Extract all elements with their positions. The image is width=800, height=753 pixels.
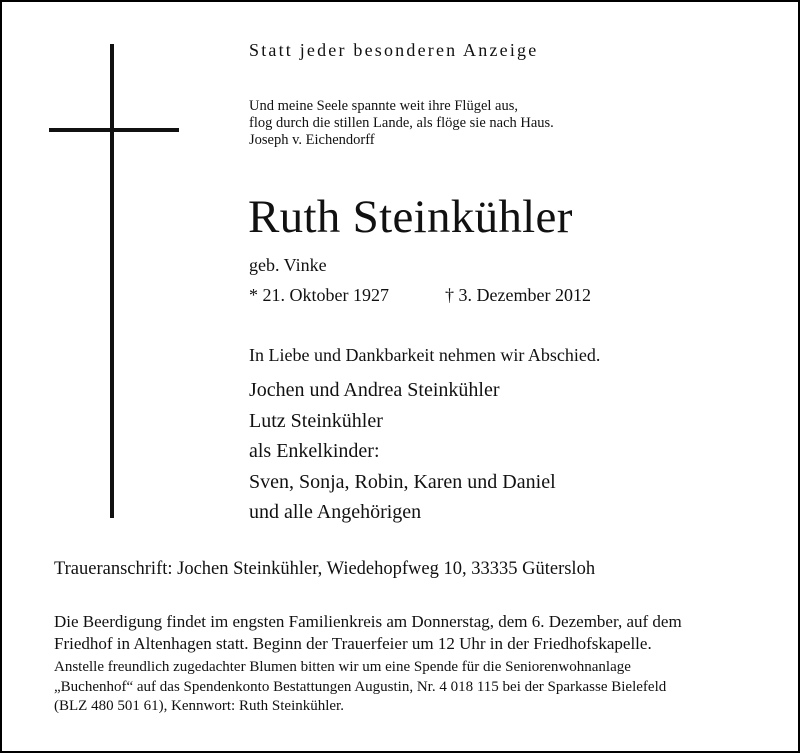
mourner-line: als Enkelkinder: xyxy=(249,440,380,462)
donation-line: „Buchenhof“ auf das Spendenkonto Bestattungen Augustin, Nr. 4 018 115 bei der Sparkasse Bielefeld xyxy=(54,678,667,695)
funeral-line: Die Beerdigung findet im engsten Familienkreis am Donnerstag, dem 6. Dezember, auf dem xyxy=(54,612,682,631)
deceased-name: Ruth Steinkühler xyxy=(248,191,573,243)
poem-line: flog durch die stillen Lande, als flöge sie nach Haus. xyxy=(249,115,554,131)
funeral-line: Friedhof in Altenhagen statt. Beginn der Trauerfeier um 12 Uhr in der Friedhofskapelle. xyxy=(54,634,652,653)
poem-line: Und meine Seele spannte weit ihre Flügel aus, xyxy=(249,98,518,114)
donation-line: (BLZ 480 501 61), Kennwort: Ruth Steinkühler. xyxy=(54,698,344,714)
birth-name: geb. Vinke xyxy=(249,255,327,275)
mourner-line: Jochen und Andrea Steinkühler xyxy=(249,379,500,401)
mourner-line: und alle Angehörigen xyxy=(249,501,422,523)
birth-date: * 21. Oktober 1927 xyxy=(249,285,389,305)
mourner-line: Sven, Sonja, Robin, Karen und Daniel xyxy=(249,470,556,493)
donation-line: Anstelle freundlich zugedachter Blumen bitten wir um eine Spende für die Seniorenwohnanlage xyxy=(54,659,631,675)
cross-vertical-bar xyxy=(110,44,114,518)
cross-horizontal-bar xyxy=(49,128,179,132)
donation-info xyxy=(54,658,666,717)
death-date: † 3. Dezember 2012 xyxy=(445,285,591,305)
funeral-info xyxy=(54,611,682,655)
farewell-text: In Liebe und Dankbarkeit nehmen wir Abschied. xyxy=(249,345,601,365)
poem-quote xyxy=(249,98,554,149)
mourners-list xyxy=(249,375,556,528)
mourning-address: Traueranschrift: Jochen Steinkühler, Wiedehopfweg 10, 33335 Gütersloh xyxy=(54,559,596,579)
notice-header: Statt jeder besonderen Anzeige xyxy=(249,40,539,60)
mourner-line: Lutz Steinkühler xyxy=(249,409,383,432)
poem-author: Joseph v. Eichendorff xyxy=(249,132,375,148)
